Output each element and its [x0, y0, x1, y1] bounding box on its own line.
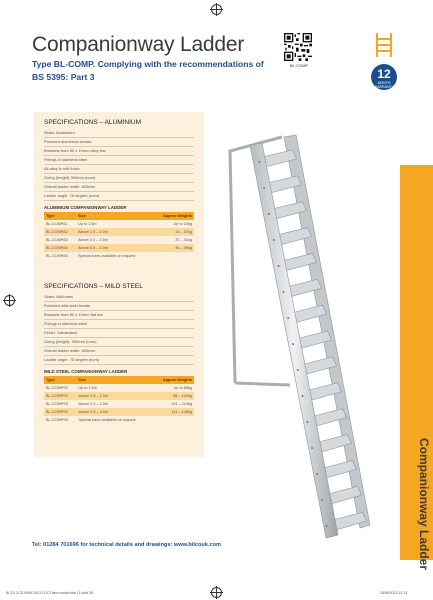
ladder-bolt: [258, 161, 260, 163]
table-cell: 114 – 128kg: [153, 408, 194, 416]
aluminium-spec-list: [44, 129, 194, 201]
table-header-row: [44, 376, 194, 384]
page-title: Companionway Ladder: [32, 33, 245, 56]
table-cell: BL-COMPS1: [46, 386, 68, 390]
mild-steel-section: [44, 283, 194, 424]
spec-row: Ladder angle: 75 degree (nom): [44, 192, 194, 201]
ladder-bolt: [287, 317, 289, 319]
table-cell: Above 1.5 – 2.0m: [76, 392, 152, 400]
aluminium-section: [44, 119, 194, 260]
footer-contact: Tel: 01284 701696 for technical details and drawings: www.bilcouk.com: [32, 542, 222, 548]
spec-row: Overall ladder width: 600mm: [44, 347, 194, 356]
mild-steel-table: [44, 376, 194, 424]
table-cell: BL-COMPS4: [44, 408, 76, 416]
table-cell: BL-COMPA5: [46, 254, 68, 258]
table-row: [44, 408, 194, 416]
spec-row: Going (height) 300mm (nom): [44, 174, 194, 183]
table-cell: BL-COMPA4: [44, 244, 76, 252]
print-slug-left: BC13 CCD 0005 2013 COCTdem comp/ultra 11.indd 35: [6, 591, 93, 595]
ladder-bolt: [311, 447, 313, 449]
table-header-row: [44, 212, 194, 220]
spec-row: Going (height): 300mm (nom): [44, 338, 194, 347]
ladder-bolt: [282, 291, 284, 293]
table-row: [44, 392, 194, 400]
mild-steel-spec-list: [44, 293, 194, 365]
column-header: Approx Weights: [153, 376, 194, 384]
table-cell: Special sizes available on request: [78, 418, 136, 422]
table-cell: BL-COMPA1: [46, 222, 68, 226]
print-slug-right: 28/08/2013 12:13: [380, 591, 408, 595]
mild-steel-heading: SPECIFICATIONS – MILD STEEL: [44, 283, 143, 290]
table-row: [44, 228, 194, 236]
ladder-logo-icon: [372, 32, 396, 58]
ladder-bolt: [273, 239, 275, 241]
registration-mark-top: [211, 4, 222, 15]
spec-row: Punched aluminium treads: [44, 138, 194, 147]
table-cell: Up to 1.5m: [78, 222, 97, 226]
table-cell: Above 2.0 – 2.5m: [78, 238, 108, 242]
table-row: [44, 236, 194, 244]
table-cell: Up to 88kg: [173, 386, 192, 390]
aluminium-heading: SPECIFICATIONS – ALUMINIUM: [44, 119, 142, 126]
registration-mark-bottom: [211, 587, 222, 598]
column-header: Size: [76, 376, 152, 384]
table-cell: Above 2.5 – 3.0m: [76, 408, 152, 416]
mild-steel-table-title: MILD STEEL COMPANIONWAY LADDER: [44, 369, 128, 374]
spec-row: Punched mild steel treads: [44, 302, 194, 311]
ladder-bolt: [306, 421, 308, 423]
qr-label: BL-COMP: [289, 63, 309, 68]
column-header: Type: [44, 376, 76, 384]
ladder-bolt: [302, 395, 304, 397]
ladder-bolt: [297, 369, 299, 371]
table-cell: BL-COMPS3: [46, 402, 68, 406]
table-cell: BL-COMPA3: [46, 238, 68, 242]
spec-row: Ladder angle: 75 degree (nom): [44, 356, 194, 365]
warranty-badge: [371, 64, 397, 90]
qr-code[interactable]: [284, 33, 312, 61]
spec-row: All alloy in mill finish: [44, 165, 194, 174]
spec-row: Sides: Aluminium: [44, 129, 194, 138]
warranty-text: MONTH WARRANTY: [374, 81, 394, 89]
table-cell: Up to 1.5m: [78, 386, 97, 390]
table-cell: Above 2.5 – 3.0m: [76, 244, 153, 252]
companionway-ladder-illustration: [210, 115, 400, 560]
spec-row: Fixings in stainless steel: [44, 156, 194, 165]
page-subtitle: Type BL-COMP. Complying with the recommendations of BS 5395: Part 3: [32, 59, 264, 82]
table-row: [44, 384, 194, 392]
table-row: [44, 220, 194, 228]
ladder-bolt: [292, 343, 294, 345]
table-cell: BL-COMPS2: [44, 392, 76, 400]
spec-row: Brackets from 50 x 10mm alloy bar: [44, 147, 194, 156]
table-cell: BL-COMPS5: [46, 418, 68, 422]
ladder-bolt: [278, 265, 280, 267]
registration-mark-left: [4, 295, 15, 306]
table-cell: Above 1.5 – 2.0m: [76, 228, 153, 236]
spec-row: Overall ladder width: 600mm: [44, 183, 194, 192]
table-cell: 41 – 49kg: [153, 244, 194, 252]
ladder-bolt: [321, 499, 323, 501]
table-cell: 13 – 37kg: [153, 228, 194, 236]
table-cell: [153, 252, 194, 260]
table-cell: Above 2.0 – 2.5m: [78, 402, 109, 406]
table-row: [44, 400, 194, 408]
ladder-bolt: [263, 187, 265, 189]
ladder-bolt: [316, 473, 318, 475]
spec-row: Brackets from 50 x 10mm flat bar: [44, 311, 194, 320]
table-cell: BL-COMPA2: [44, 228, 76, 236]
column-header: Size: [76, 212, 153, 220]
table-row: [44, 416, 194, 424]
table-cell: 101 – 114kg: [171, 402, 192, 406]
warranty-number: 12: [377, 67, 391, 81]
column-header: Approx Weights: [153, 212, 194, 220]
table-row: [44, 252, 194, 260]
table-cell: Special sizes available on request: [78, 254, 136, 258]
table-cell: 37 – 41kg: [175, 238, 192, 242]
aluminium-table: [44, 212, 194, 260]
side-label: Companionway Ladder: [417, 438, 431, 571]
spec-row: Finish: Galvanised: [44, 329, 194, 338]
table-cell: [153, 416, 194, 424]
column-header: Type: [44, 212, 76, 220]
table-row: [44, 244, 194, 252]
table-cell: Up to 13kg: [173, 222, 192, 226]
ladder-bolt: [268, 213, 270, 215]
spec-row: Sides: Mild steel: [44, 293, 194, 302]
ladder-bolt: [326, 525, 328, 527]
spec-row: Fixings in stainless steel: [44, 320, 194, 329]
table-cell: 88 – 101kg: [153, 392, 194, 400]
aluminium-table-title: ALUMINIUM COMPANIONWAY LADDER: [44, 205, 127, 210]
